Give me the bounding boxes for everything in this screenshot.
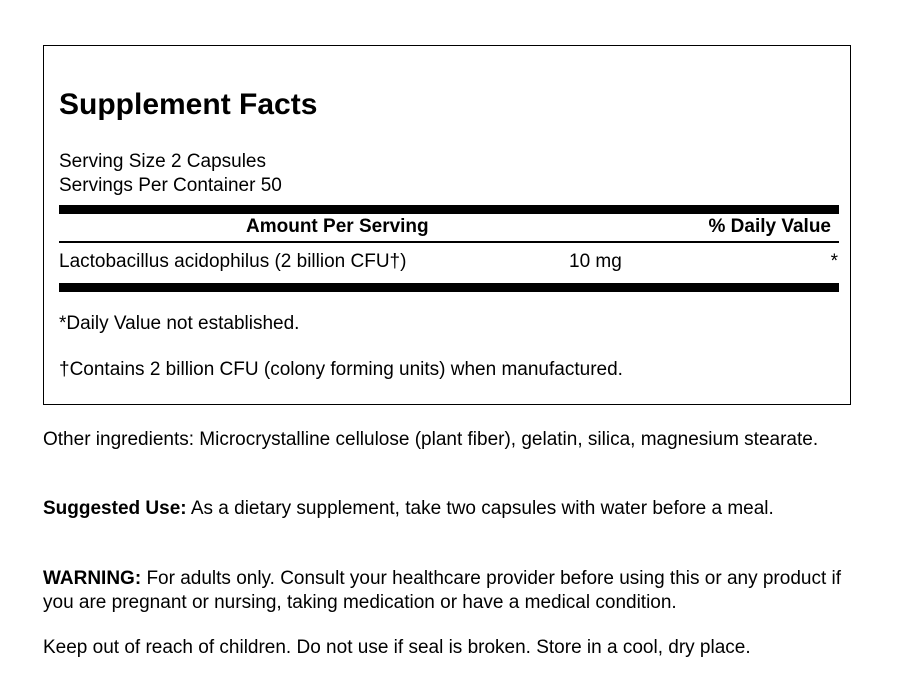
warning-label: WARNING: (43, 568, 142, 589)
supplement-facts-panel (43, 45, 851, 405)
ingredient-name: Lactobacillus acidophilus (2 billion CFU†) (59, 251, 407, 272)
warning (43, 567, 863, 615)
thick-divider-bottom (59, 283, 839, 292)
suggested-use-label: Suggested Use: (43, 498, 187, 519)
footnote-cfu: †Contains 2 billion CFU (colony forming units) when manufactured. (59, 359, 623, 380)
ingredient-daily-value: * (830, 251, 838, 272)
daily-value-header: % Daily Value (708, 216, 831, 237)
storage-note: Keep out of reach of children. Do not use if seal is broken. Store in a cool, dry place. (43, 637, 751, 658)
suggested-use-text: As a dietary supplement, take two capsules with water before a meal. (190, 498, 774, 519)
amount-per-serving-header: Amount Per Serving (246, 216, 429, 237)
facts-title: Supplement Facts (59, 88, 318, 121)
footnote-daily-value: *Daily Value not established. (59, 313, 300, 334)
servings-per-container: Servings Per Container 50 (59, 175, 282, 196)
thick-divider-top (59, 205, 839, 214)
suggested-use (43, 497, 863, 521)
warning-text: For adults only. Consult your healthcare provider before using this or any product if you are pregnant or nursing, taking medication or have a medical condition. (43, 568, 842, 613)
other-ingredients: Other ingredients: Microcrystalline cellulose (plant fiber), gelatin, silica, magnesium stearate. (43, 429, 819, 450)
serving-size: Serving Size 2 Capsules (59, 151, 266, 172)
ingredient-amount: 10 mg (569, 251, 622, 272)
thin-divider (59, 241, 839, 243)
